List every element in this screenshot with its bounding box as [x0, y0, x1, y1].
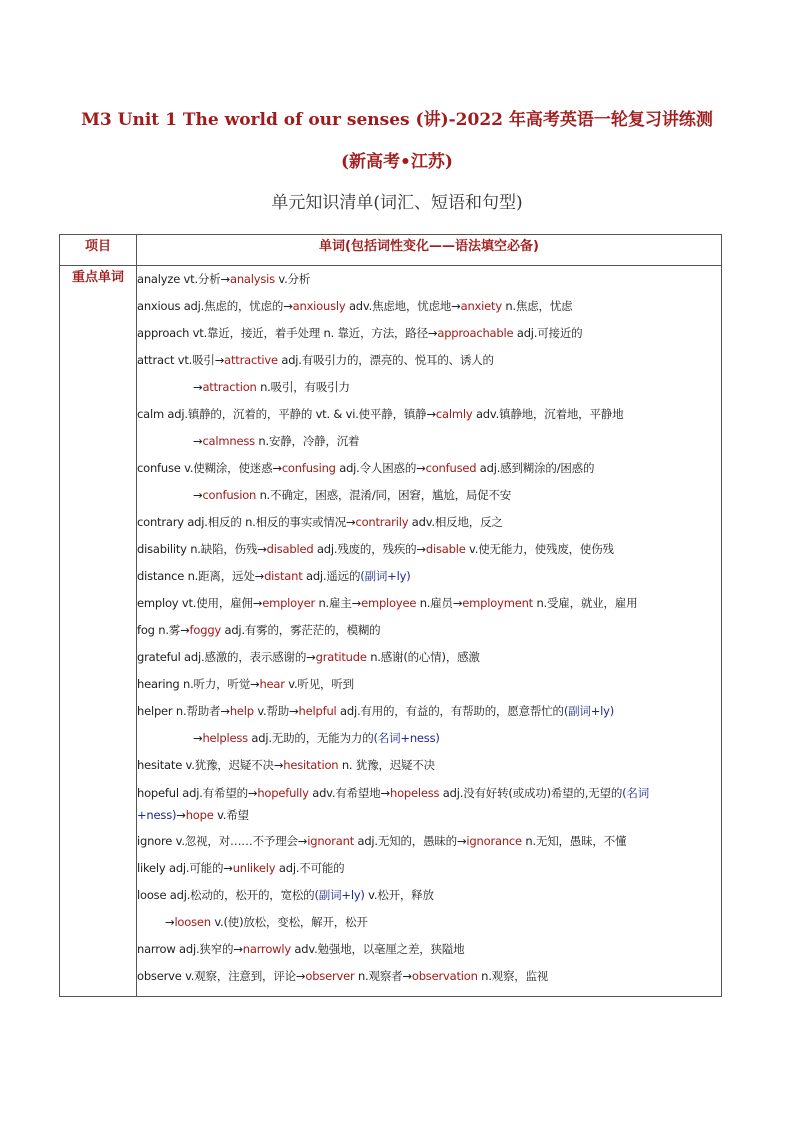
entry-text: n.感谢(的心情)，感激 — [366, 650, 480, 664]
derived-word: ignorant — [307, 834, 355, 848]
entry-text: adv.焦虑地，忧虑地→ — [345, 299, 461, 313]
derived-word: analysis — [229, 272, 275, 286]
vocab-entry — [137, 855, 721, 882]
derived-word: helpless — [202, 731, 248, 745]
entry-text: adv.有希望地→ — [308, 786, 390, 800]
derived-word: contrarily — [355, 515, 409, 529]
entry-text: adj.有吸引力的，漂亮的、悦耳的、诱人的 — [277, 353, 494, 367]
entry-text: → — [176, 808, 186, 822]
entry-text: disability n.缺陷，伤残→ — [137, 542, 267, 556]
vocab-entry — [137, 725, 721, 752]
vocab-entry — [137, 374, 721, 401]
entry-text: n.安静，冷静，沉着 — [254, 434, 360, 448]
derived-word: employee — [361, 596, 417, 610]
entry-text: v.希望 — [213, 808, 249, 822]
entry-text: n.观察，监视 — [477, 969, 549, 983]
derived-word: calmness — [202, 434, 255, 448]
entry-text: adj.感到糊涂的/困惑的 — [476, 461, 595, 475]
entry-text: n.受雇，就业，雇用 — [532, 596, 638, 610]
vocab-entry — [137, 752, 721, 779]
entry-text: n.观察者→ — [354, 969, 412, 983]
vocab-entry — [137, 644, 721, 671]
derived-word: hopefully — [257, 786, 309, 800]
entry-text: → — [193, 434, 203, 448]
entry-text: approach vt.靠近，接近，着手处理 n. 靠近，方法，路径→ — [137, 326, 438, 340]
table-row — [60, 266, 722, 997]
entry-text: n. 犹豫，迟疑不决 — [338, 758, 435, 772]
entry-text: hearing n.听力，听觉→ — [137, 677, 260, 691]
entry-text: v.分析 — [274, 272, 311, 286]
entry-text: ignore v.忽视，对……不予理会→ — [137, 834, 308, 848]
entry-text: adj.没有好转(或成功)希望的,无望的 — [439, 786, 623, 800]
entry-text: adv.相反地，反之 — [408, 515, 503, 529]
entry-text: narrow adj.狭窄的→ — [137, 942, 243, 956]
derived-word: confusing — [281, 461, 336, 475]
entry-text: hopeful adj.有希望的→ — [137, 786, 258, 800]
grammar-note: (名词+ness) — [373, 731, 440, 745]
entry-text: → — [165, 915, 175, 929]
vocab-entry — [137, 293, 721, 320]
entry-text: anxious adj.焦虑的，忧虑的→ — [137, 299, 293, 313]
entry-text: employ vt.使用，雇佣→ — [137, 596, 263, 610]
derived-word: hesitation — [283, 758, 339, 772]
entry-text: v.使无能力，使残废，使伤残 — [465, 542, 614, 556]
entry-text: v.(使)放松，变松，解开，松开 — [210, 915, 368, 929]
grammar-note: (名词+ness) — [137, 786, 650, 822]
entry-text: n.焦虑，忧虑 — [501, 299, 573, 313]
vocab-entry — [137, 882, 721, 909]
derived-word: unlikely — [232, 861, 276, 875]
vocab-entry — [137, 828, 721, 855]
page-title-subline: (新高考•江苏) — [341, 152, 453, 172]
grammar-note: (副词+ly) — [563, 704, 615, 718]
word-list-cell — [137, 266, 722, 997]
derived-word: attractive — [224, 353, 278, 367]
entry-text: → — [193, 731, 203, 745]
grammar-note: (副词+ly) — [360, 569, 411, 583]
entry-text: adj.有用的，有益的，有帮助的，愿意帮忙的 — [336, 704, 564, 718]
vocab-entry — [137, 590, 721, 617]
category-cell: 重点单词 — [60, 266, 137, 997]
entry-text: confuse v.使糊涂，使迷惑→ — [137, 461, 282, 475]
derived-word: employment — [462, 596, 533, 610]
entry-text: n.雇主→ — [315, 596, 362, 610]
derived-word: anxiety — [460, 299, 502, 313]
table-header-row — [60, 235, 722, 266]
entry-text: adj.令人困惑的→ — [335, 461, 426, 475]
vocab-entry — [137, 266, 721, 293]
derived-word: observation — [411, 969, 478, 983]
vocab-entry — [137, 936, 721, 963]
derived-word: gratitude — [315, 650, 367, 664]
entry-text: n.雇员→ — [416, 596, 463, 610]
vocab-entry — [137, 401, 721, 428]
section-subtitle: 单元知识清单(词汇、短语和句型) — [271, 193, 523, 213]
vocab-entry — [137, 509, 721, 536]
entry-text: adj.有雾的，雾茫茫的，模糊的 — [221, 623, 381, 637]
vocab-entry — [137, 428, 721, 455]
entry-text: likely adj.可能的→ — [137, 861, 233, 875]
entry-text: distance n.距离，远处→ — [137, 569, 265, 583]
vocab-entry — [137, 963, 721, 990]
derived-word: foggy — [189, 623, 222, 637]
entry-text: adj.不可能的 — [275, 861, 345, 875]
grammar-note: (副词+ly) — [314, 888, 365, 902]
entry-text: attract vt.吸引→ — [137, 353, 225, 367]
derived-word: observer — [305, 969, 355, 983]
entry-text: → — [193, 380, 203, 394]
vocab-entry — [137, 563, 721, 590]
column-header-category: 项目 — [60, 235, 137, 266]
derived-word: hear — [259, 677, 285, 691]
derived-word: attraction — [202, 380, 257, 394]
entry-text: n.吸引，有吸引力 — [256, 380, 350, 394]
derived-word: hope — [185, 808, 214, 822]
derived-word: confused — [425, 461, 477, 475]
derived-word: calmly — [435, 407, 473, 421]
entry-text: helper n.帮助者→ — [137, 704, 230, 718]
entry-text: v.听见，听到 — [284, 677, 354, 691]
entry-text: analyze vt.分析→ — [137, 272, 230, 286]
vocab-entry — [137, 320, 721, 347]
entry-text: grateful adj.感激的，表示感谢的→ — [137, 650, 316, 664]
entry-text: v.松开，释放 — [364, 888, 434, 902]
derived-word: help — [229, 704, 254, 718]
vocab-entry — [137, 617, 721, 644]
entry-text: n.不确定，困惑，混淆/同，困窘，尴尬，局促不安 — [256, 488, 512, 502]
vocab-entry — [137, 779, 721, 828]
vocab-entry — [137, 347, 721, 374]
vocab-entry — [137, 698, 721, 725]
derived-word: confusion — [202, 488, 257, 502]
entry-text: hesitate v.犹豫，迟疑不决→ — [137, 758, 284, 772]
entry-text: → — [193, 488, 203, 502]
column-header-words: 单词(包括词性变化——语法填空必备) — [137, 235, 722, 266]
entry-text: adj.无助的，无能为力的 — [247, 731, 374, 745]
vocab-entry — [137, 536, 721, 563]
derived-word: hopeless — [389, 786, 440, 800]
derived-word: employer — [262, 596, 316, 610]
derived-word: loosen — [174, 915, 211, 929]
derived-word: approachable — [437, 326, 514, 340]
entry-text: calm adj.镇静的，沉着的，平静的 vt. & vi.使平静，镇静→ — [137, 407, 436, 421]
entry-text: observe v.观察，注意到，评论→ — [137, 969, 306, 983]
vocabulary-table — [59, 234, 722, 997]
entry-text: loose adj.松动的，松开的，宽松的 — [137, 888, 315, 902]
page-title: M3 Unit 1 The world of our senses (讲)-2022 年高考英语一轮复习讲练测 — [81, 110, 713, 130]
vocab-entry — [137, 455, 721, 482]
entry-text: adj.可接近的 — [513, 326, 583, 340]
derived-word: ignorance — [466, 834, 522, 848]
derived-word: helpful — [298, 704, 337, 718]
entry-text: adj.残废的，残疾的→ — [313, 542, 426, 556]
entry-text: fog n.雾→ — [137, 623, 190, 637]
vocab-entry — [137, 909, 721, 936]
entry-text: contrary adj.相反的 n.相反的事实或情况→ — [137, 515, 356, 529]
derived-word: anxiously — [292, 299, 346, 313]
entry-text: n.无知，愚昧，不懂 — [521, 834, 627, 848]
derived-word: disabled — [266, 542, 314, 556]
derived-word: disable — [425, 542, 466, 556]
vocab-entry — [137, 482, 721, 509]
entry-text: v.帮助→ — [253, 704, 299, 718]
entry-text: adj.遥远的 — [302, 569, 361, 583]
vocab-entry — [137, 671, 721, 698]
derived-word: distant — [264, 569, 303, 583]
entry-text: adj.无知的，愚昧的→ — [354, 834, 467, 848]
entry-text: adv.镇静地，沉着地，平静地 — [472, 407, 624, 421]
derived-word: narrowly — [242, 942, 291, 956]
entry-text: adv.勉强地，以毫厘之差，狭隘地 — [290, 942, 465, 956]
